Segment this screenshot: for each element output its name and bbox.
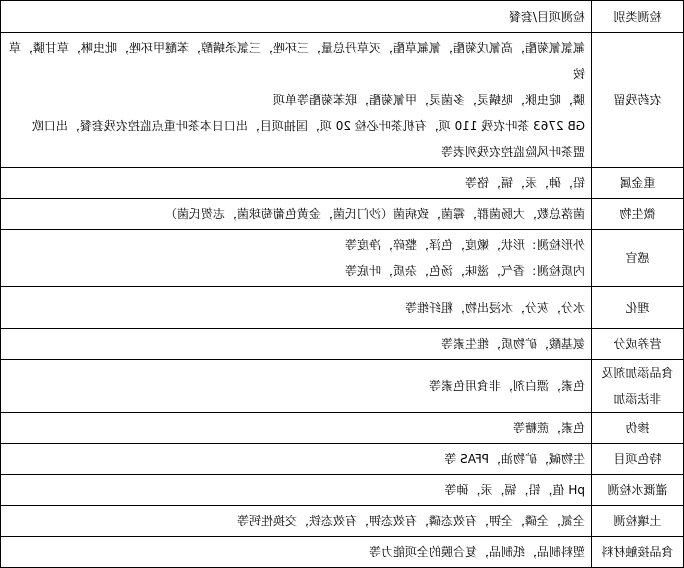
table-row: [1, 444, 684, 475]
item-line: 菌落总数，大肠菌群，霉菌，致病菌（沙门氏菌，金黄色葡萄球菌，志贺氏菌）: [164, 207, 585, 221]
row-items: [1, 537, 592, 568]
row-items: [1, 360, 592, 413]
item-line: 色素，漂白剂，非食用色素等: [428, 379, 585, 393]
row-category: 微生物: [592, 199, 684, 230]
row-items: [1, 287, 592, 329]
category-line: 非法添加: [613, 392, 662, 406]
category-line: 食品添加剂及: [601, 366, 674, 380]
item-line: 塑料制品，纸制品，复合膜的全项能力等: [368, 545, 585, 559]
table-row: [1, 199, 684, 230]
item-line: 生物碱，矿物油，PFAS 等: [444, 452, 585, 466]
table-row: [1, 506, 684, 537]
row-items: [1, 329, 592, 360]
row-items: [1, 33, 592, 168]
table-header-row: [1, 1, 684, 33]
table-row: [1, 168, 684, 199]
table-row: [1, 537, 684, 568]
item-line: 氨基酸，矿物质，维生素等: [440, 337, 585, 351]
table-row: [1, 413, 684, 444]
item-line: 全氮，全磷，全钾，有效态磷，有效态钾，有效态铁，交换性钙等: [236, 514, 585, 528]
item-line: 外形检测：形状，嫩度，色泽，整碎，净度等: [344, 238, 585, 252]
item-line: 色素，蔗糖等: [512, 421, 585, 435]
header-category: 检测类别: [592, 1, 684, 33]
item-line: GB 2763 茶叶农残 110 项，有机茶叶必检 20 项，国抽项目，出口日本茶叶重点监控农残套餐，出口欧: [31, 119, 585, 133]
table-row: [1, 329, 684, 360]
row-category: 重金属: [592, 168, 684, 199]
item-line: 水分，灰分，水浸出物，粗纤维等: [404, 300, 585, 315]
item-line: 内质检测：香气，滋味，汤色，杂质，叶底等: [344, 264, 585, 278]
table-row: [1, 287, 684, 329]
row-category: 感官: [592, 230, 684, 287]
item-line: 铅，砷，汞，镉，铬等: [464, 176, 585, 190]
row-items: [1, 199, 592, 230]
row-items: [1, 413, 592, 444]
table-row: [1, 360, 684, 413]
row-items: [1, 168, 592, 199]
item-line: 氟氯氰菊酯，高氰戊菊酯，氰氟草酯，灭草丹总量，三环唑，三氯杀螨醇，苯醚甲环唑，吡虫啉，草甘膦，草铵: [8, 41, 585, 81]
item-line: pH 值，铅，镉，汞，砷等: [444, 483, 585, 497]
row-category: 掺伪: [592, 413, 684, 444]
row-category: 灌溉水检测: [592, 475, 684, 506]
row-category: 理化: [592, 287, 684, 329]
row-items: [1, 506, 592, 537]
row-category: 农药残留: [592, 33, 684, 168]
table-row: [1, 33, 684, 168]
item-line: 盟茶叶风险监控农残列表等: [440, 145, 585, 159]
row-category: [592, 360, 684, 413]
table-row: [1, 475, 684, 506]
row-category: 营养成分: [592, 329, 684, 360]
item-line: 膦，啶虫脒，哒螨灵，多菌灵，甲氰菊酯，联苯菊酯等单项: [272, 93, 585, 107]
header-items: 检测项目/套餐: [1, 1, 592, 33]
row-category: 食品接触材料: [592, 537, 684, 568]
row-items: [1, 230, 592, 287]
row-category: 土壤检测: [592, 506, 684, 537]
row-category: 特色项目: [592, 444, 684, 475]
row-items: [1, 444, 592, 475]
table-row: [1, 230, 684, 287]
row-items: [1, 475, 592, 506]
